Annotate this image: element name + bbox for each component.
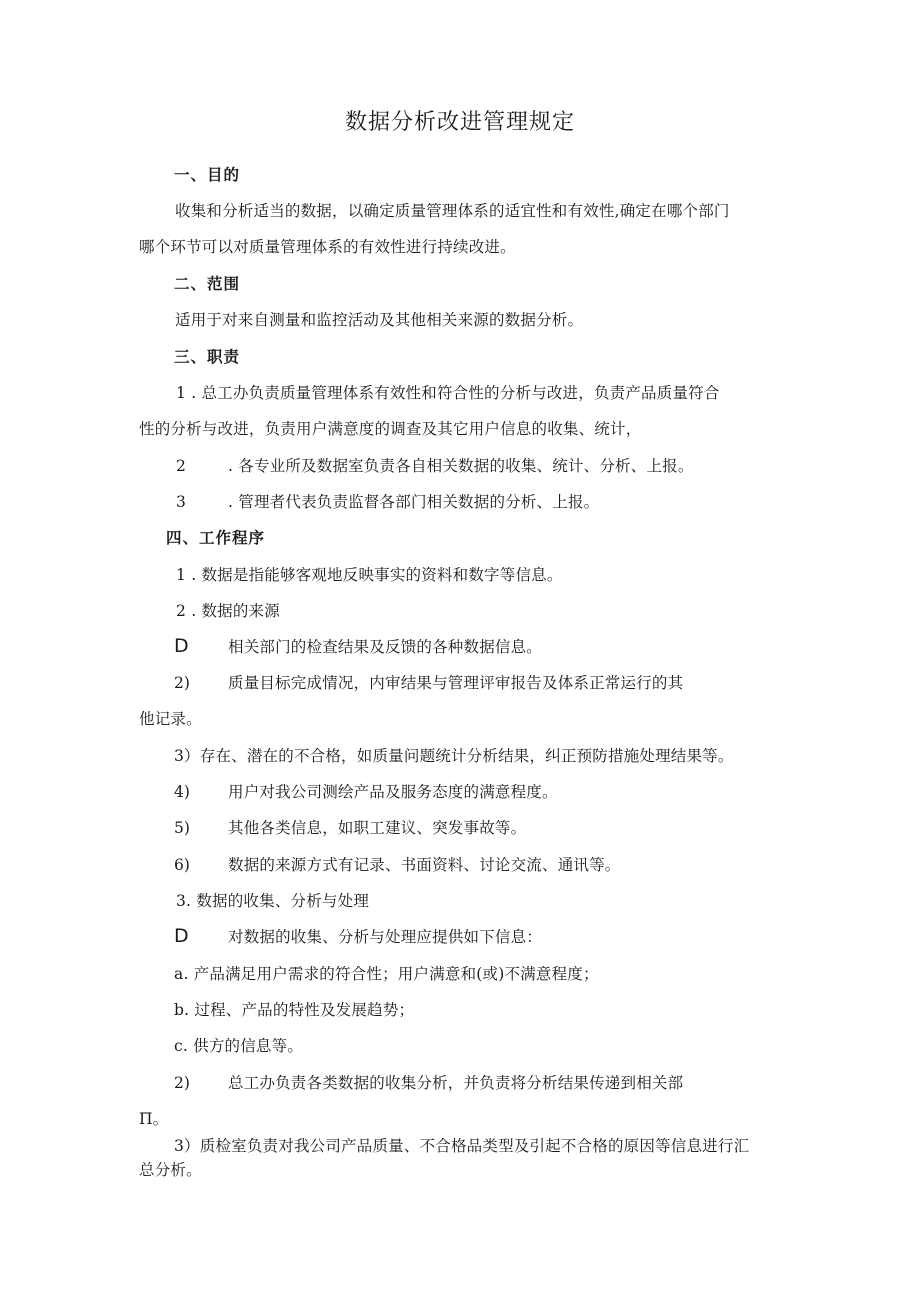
duties-item-1-line-1: 1 . 总工办负责质量管理体系有效性和符合性的分析与改进，负责产品质量符合: [176, 384, 720, 402]
processing-item-3-line-1: 3）质检室负责对我公司产品质量、不合格品类型及引起不合格的原因等信息进行汇: [174, 1137, 750, 1155]
duties-item-3-number: 3: [176, 493, 186, 511]
processing-subitem-c: c. 供方的信息等。: [174, 1037, 304, 1055]
duties-item-2-number: 2: [176, 457, 186, 475]
source-item-4-text: 用户对我公司测绘产品及服务态度的满意程度。: [228, 783, 558, 801]
source-item-3-text: 3）存在、潜在的不合格，如质量问题统计分析结果，纠正预防措施处理结果等。: [174, 747, 734, 765]
procedure-point-2: 2 . 数据的来源: [176, 602, 280, 620]
processing-subitem-b: b. 过程、产品的特性及发展趋势；: [174, 1001, 415, 1019]
source-item-1-text: 相关部门的检查结果及反馈的各种数据信息。: [228, 638, 543, 656]
procedure-point-1: 1 . 数据是指能够客观地反映事实的资料和数字等信息。: [176, 566, 563, 584]
source-item-6-marker: 6): [174, 856, 190, 874]
section-heading-scope: 二、范围: [174, 275, 241, 293]
duties-item-3-text: . 管理者代表负责监督各部门相关数据的分析、上报。: [228, 493, 600, 511]
section-heading-purpose: 一、目的: [174, 166, 241, 184]
document-title: 数据分析改进管理规定: [344, 110, 575, 135]
source-item-2-text: 质量目标完成情况，内审结果与管理评审报告及体系正常运行的其: [228, 674, 684, 692]
processing-item-1-marker: D: [174, 925, 189, 947]
processing-item-3-line-2: 总分析。: [139, 1161, 202, 1179]
source-item-4-marker: 4): [174, 783, 190, 801]
purpose-paragraph-line-2: 哪个环节可以对质量管理体系的有效性进行持续改进。: [139, 238, 516, 256]
duties-item-1-line-2: 性的分析与改进，负责用户满意度的调查及其它用户信息的收集、统计，: [139, 420, 642, 438]
duties-item-2-text: . 各专业所及数据室负责各自相关数据的收集、统计、分析、上报。: [228, 457, 694, 475]
processing-item-2-marker: 2): [174, 1074, 190, 1092]
source-item-2-continuation: 他记录。: [139, 710, 202, 728]
procedure-point-3: 3. 数据的收集、分析与处理: [176, 892, 370, 910]
processing-item-1-text: 对数据的收集、分析与处理应提供如下信息：: [228, 928, 543, 946]
scope-paragraph: 适用于对来自测量和监控活动及其他相关来源的数据分析。: [175, 311, 584, 329]
source-item-2-marker: 2): [174, 674, 190, 692]
source-item-1-marker: D: [174, 635, 189, 657]
processing-item-2-continuation: Π。: [139, 1110, 169, 1128]
source-item-6-text: 数据的来源方式有记录、书面资料、讨论交流、通讯等。: [228, 856, 621, 874]
purpose-paragraph-line-1: 收集和分析适当的数据，以确定质量管理体系的适宜性和有效性,确定在哪个部门: [175, 202, 730, 220]
processing-subitem-a: a. 产品满足用户需求的符合性；用户满意和(或)不满意程度；: [174, 965, 599, 983]
source-item-5-marker: 5): [174, 819, 190, 837]
processing-item-2-text: 总工办负责各类数据的收集分析，并负责将分析结果传递到相关部: [228, 1074, 684, 1092]
section-heading-duties: 三、职责: [174, 348, 241, 366]
section-heading-procedure: 四、工作程序: [166, 529, 266, 547]
source-item-5-text: 其他各类信息，如职工建议、突发事故等。: [228, 819, 527, 837]
